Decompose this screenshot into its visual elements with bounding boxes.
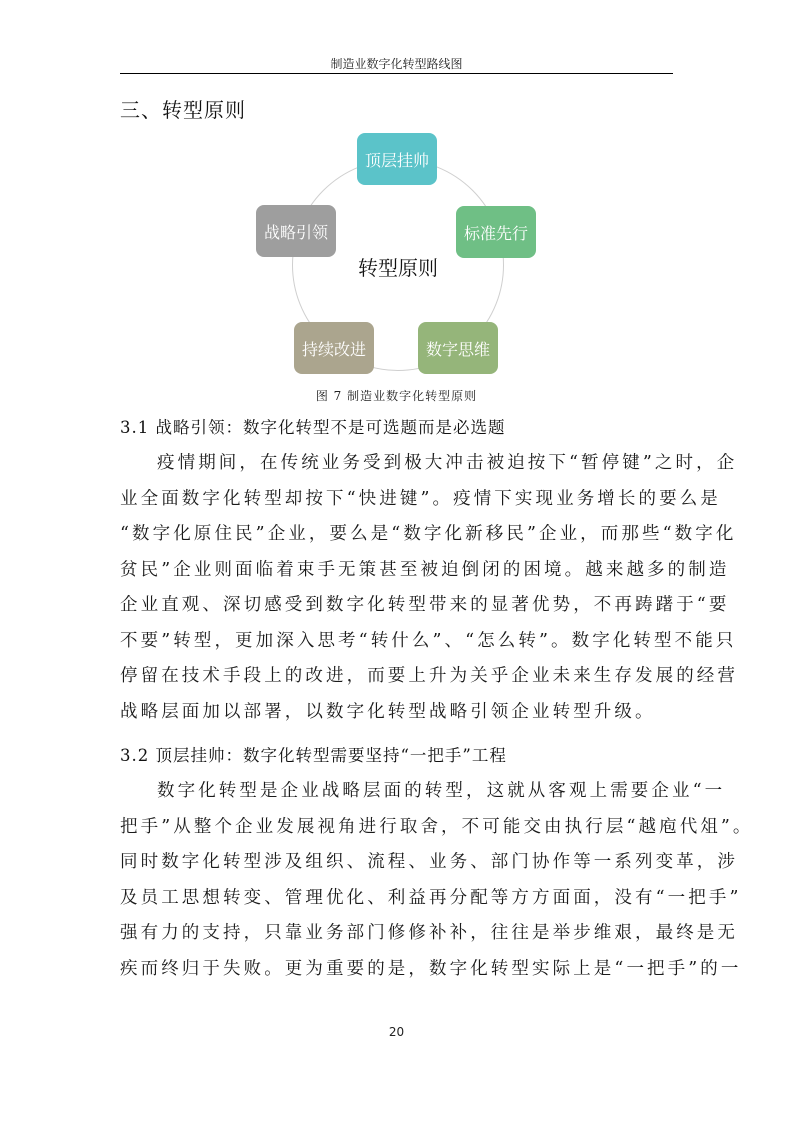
- text-line: 停留在技术手段上的改进，而要上升为关乎企业未来生存发展的经营: [120, 666, 738, 686]
- text-line: 企业直观、深切感受到数字化转型带来的显著优势，不再踌躇于“要: [120, 595, 730, 615]
- text-line: 战略层面加以部署，以数字化转型战略引领企业转型升级。: [120, 701, 656, 722]
- text-line: 及员工思想转变、管理优化、利益再分配等方方面面，没有“一把手”: [120, 887, 742, 908]
- figure-caption: 图 7 制造业数字化转型原则: [315, 389, 478, 403]
- subsection-heading-3-1: 3.1 战略引领：数字化转型不是可选题而是必选题: [120, 418, 506, 437]
- text-line: 疫情期间，在传统业务受到极大冲击被迫按下“暂停键”之时，企: [157, 453, 738, 473]
- paragraph-3-1: [120, 446, 738, 730]
- node-digital-thinking: 数字思维: [418, 322, 498, 374]
- text-line: 疾而终归于失败。更为重要的是，数字化转型实际上是“一把手”的一: [120, 958, 742, 979]
- running-header: 制造业数字化转型路线图: [330, 57, 463, 71]
- text-line: 把手”从整个企业发展视角进行取舍，不可能交由执行层“越庖代俎”。: [120, 816, 754, 837]
- node-standards-first: 标准先行: [456, 206, 536, 258]
- section-title: 三、转型原则: [120, 98, 246, 122]
- text-line: 业全面数字化转型却按下“快进键”。疫情下实现业务增长的要么是: [120, 488, 721, 509]
- node-continuous-improvement: 持续改进: [294, 322, 374, 374]
- page-number: 20: [388, 1025, 405, 1039]
- text-line: 数字化转型是企业战略层面的转型，这就从客观上需要企业“一: [157, 781, 726, 801]
- text-line: 强有力的支持，只靠业务部门修修补补，往往是举步维艰，最终是无: [120, 923, 738, 943]
- text-line: “数字化原住民”企业，要么是“数字化新移民”企业，而那些“数字化: [120, 524, 737, 544]
- text-line: 不要”转型，更加深入思考“转什么”、“怎么转”。数字化转型不能只: [120, 630, 737, 651]
- node-top-leadership: 顶层挂帅: [357, 133, 437, 185]
- text-line: 同时数字化转型涉及组织、流程、业务、部门协作等一系列变革，涉: [120, 852, 738, 872]
- node-strategic-leadership: 战略引领: [256, 205, 336, 257]
- paragraph-3-2: [120, 774, 754, 987]
- text-line: 贫民”企业则面临着束手无策甚至被迫倒闭的困境。越来越多的制造: [120, 559, 730, 580]
- subsection-heading-3-2: 3.2 顶层挂帅：数字化转型需要坚持“一把手”工程: [120, 746, 507, 765]
- diagram-center-label: 转型原则: [358, 256, 438, 280]
- principles-diagram: [0, 0, 793, 410]
